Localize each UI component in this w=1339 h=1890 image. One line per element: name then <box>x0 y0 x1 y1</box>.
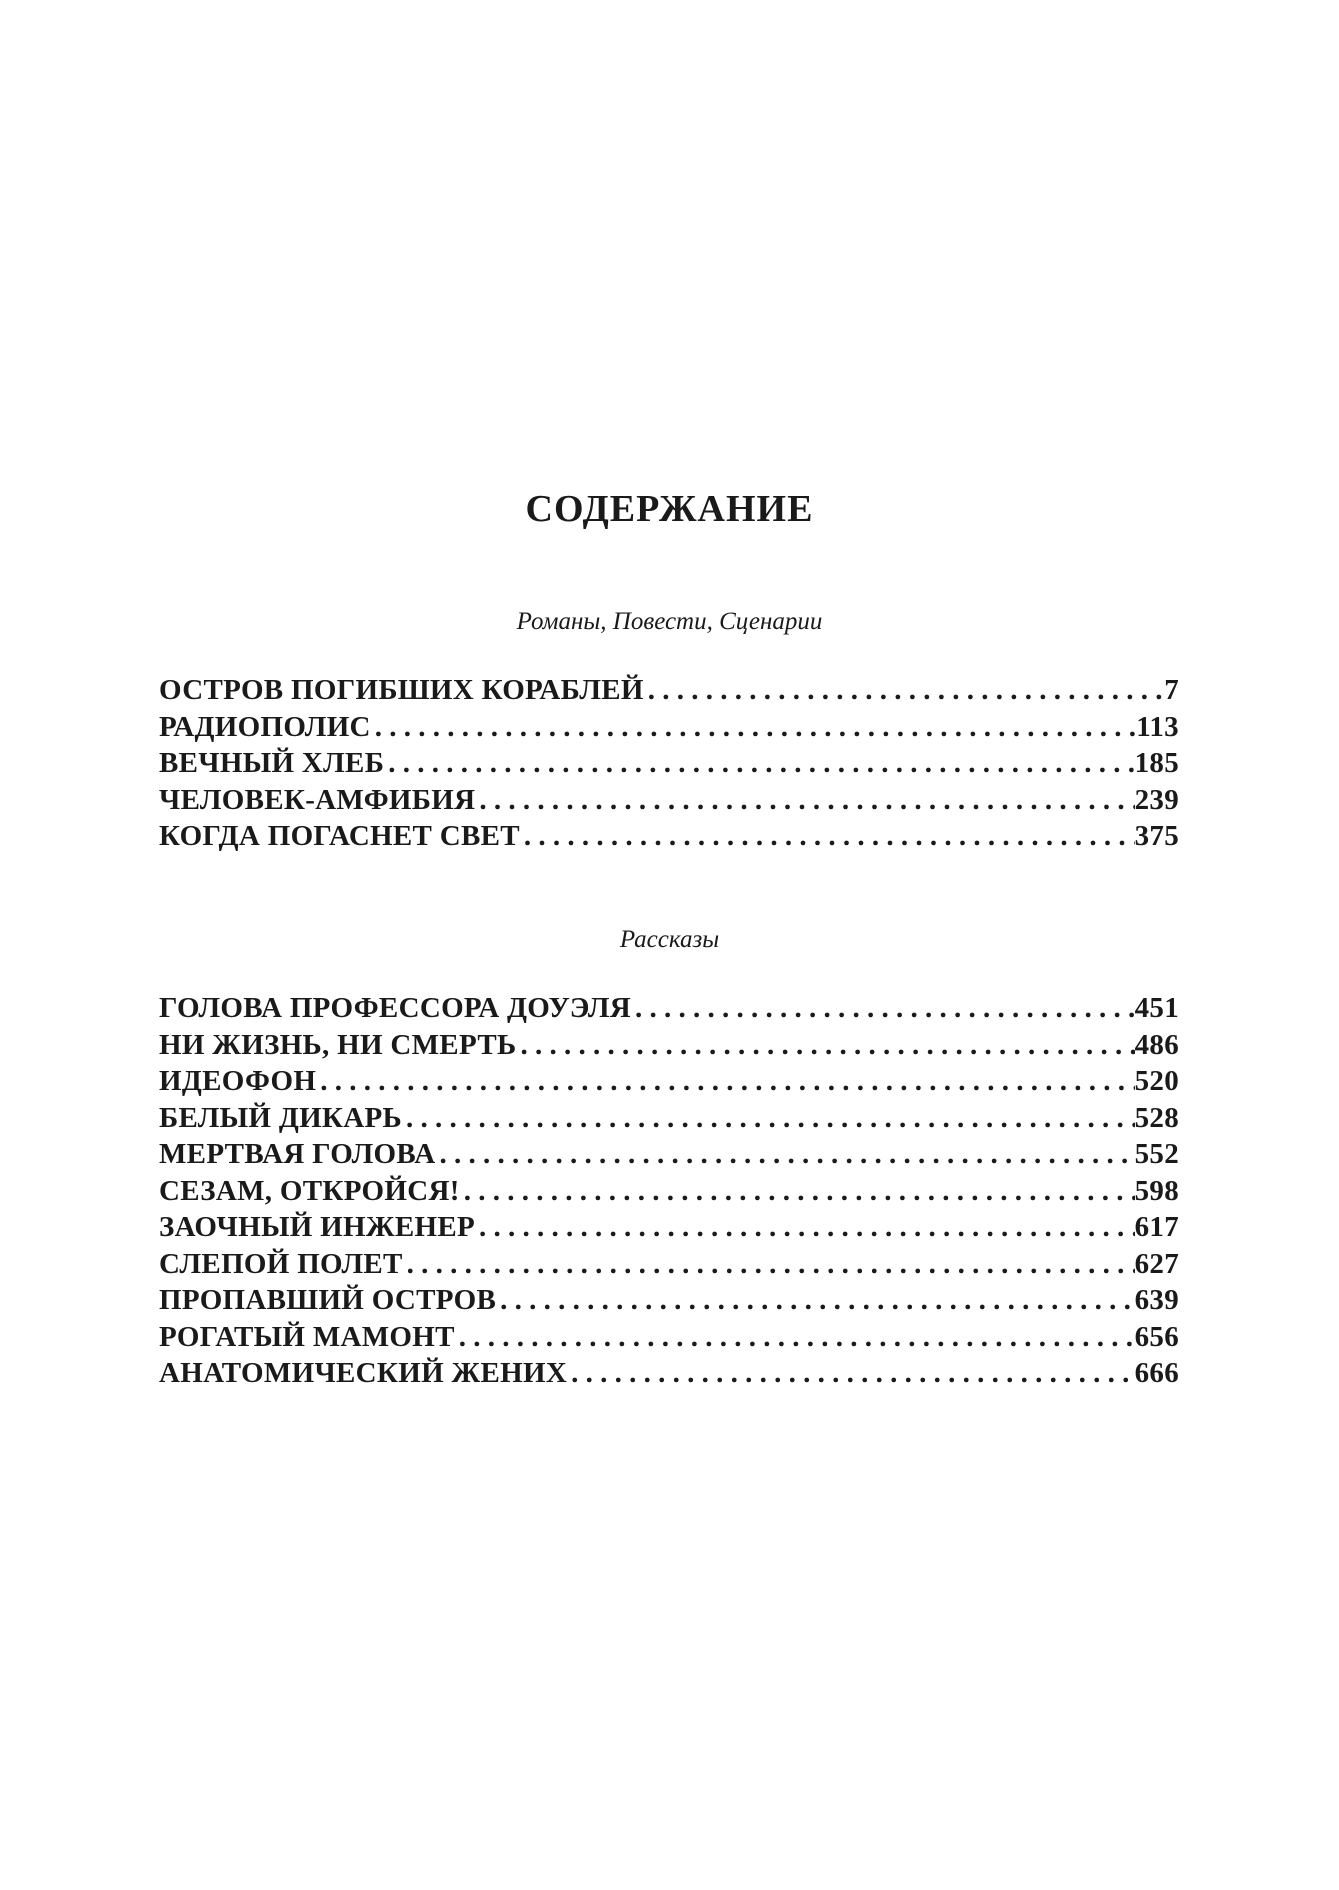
toc-entry[interactable] <box>159 784 1179 821</box>
toc-entry-page-number: 375 <box>1134 820 1179 852</box>
toc-entry[interactable] <box>159 1284 1179 1321</box>
toc-entry-title: ОСТРОВ ПОГИБШИХ КОРАБЛЕЙ <box>159 674 644 706</box>
toc-dot-leader <box>460 1175 1135 1208</box>
toc-entry-title: МЕРТВАЯ ГОЛОВА <box>159 1138 436 1170</box>
toc-dot-leader <box>496 1284 1134 1317</box>
toc-entry[interactable] <box>159 1248 1179 1285</box>
toc-entry-title: БЕЛЫЙ ДИКАРЬ <box>159 1101 402 1134</box>
toc-dot-leader <box>402 1102 1135 1135</box>
toc-entry-title: РАДИОПОЛИС <box>159 710 371 743</box>
toc-dot-leader <box>403 1248 1135 1281</box>
toc-dot-leader <box>475 1211 1135 1244</box>
toc-entry[interactable] <box>159 1321 1179 1358</box>
toc-entry-page-number: 528 <box>1134 1101 1179 1134</box>
toc-entry-page-number: 185 <box>1134 747 1179 779</box>
toc-entry-title: СЛЕПОЙ ПОЛЕТ <box>159 1247 403 1280</box>
toc-entry-title: ГОЛОВА ПРОФЕССОРА ДОУЭЛЯ <box>159 992 631 1024</box>
toc-entry[interactable] <box>159 747 1179 784</box>
toc-dot-leader <box>384 747 1134 780</box>
toc-entry[interactable] <box>159 674 1179 711</box>
toc-entry[interactable] <box>159 1211 1179 1248</box>
toc-list-stories <box>159 992 1179 1394</box>
toc-entry-page-number: 639 <box>1134 1284 1179 1316</box>
toc-entry-title: АНАТОМИЧЕСКИЙ ЖЕНИХ <box>159 1357 568 1389</box>
toc-dot-leader <box>475 784 1134 817</box>
toc-dot-leader <box>631 992 1135 1025</box>
toc-entry-title: РОГАТЫЙ МАМОНТ <box>159 1320 455 1353</box>
toc-entry[interactable] <box>159 1138 1179 1175</box>
toc-entry-page-number: 520 <box>1134 1065 1179 1097</box>
toc-entry[interactable] <box>159 1175 1179 1212</box>
toc-dot-leader <box>516 1029 1134 1062</box>
toc-list-novels <box>159 674 1179 857</box>
toc-entry-page-number: 7 <box>1164 674 1179 706</box>
toc-entry-page-number: 598 <box>1134 1174 1179 1207</box>
toc-entry-title: ПРОПАВШИЙ ОСТРОВ <box>159 1284 497 1316</box>
toc-dot-leader <box>316 1065 1134 1098</box>
toc-entry-title: ЧЕЛОВЕК-АМФИБИЯ <box>159 783 476 816</box>
toc-entry-title: СЕЗАМ, ОТКРОЙСЯ! <box>159 1174 460 1207</box>
toc-entry[interactable] <box>159 820 1179 857</box>
toc-entry-page-number: 486 <box>1134 1028 1179 1061</box>
toc-entry[interactable] <box>159 1029 1179 1066</box>
toc-entry-page-number: 552 <box>1134 1138 1179 1170</box>
toc-entry[interactable] <box>159 992 1179 1029</box>
toc-dot-leader <box>520 820 1135 853</box>
toc-dot-leader <box>644 674 1164 707</box>
toc-entry[interactable] <box>159 1102 1179 1139</box>
toc-entry[interactable] <box>159 711 1179 748</box>
toc-entry-page-number: 666 <box>1134 1357 1179 1389</box>
toc-entry-page-number: 451 <box>1134 992 1179 1024</box>
toc-entry-page-number: 113 <box>1136 710 1179 743</box>
toc-entry-page-number: 656 <box>1134 1320 1179 1353</box>
section-heading-novels: Романы, Повести, Сценарии <box>516 608 823 635</box>
toc-entry-page-number: 627 <box>1134 1247 1179 1280</box>
toc-entry-title: НИ ЖИЗНЬ, НИ СМЕРТЬ <box>159 1028 517 1061</box>
page-title: СОДЕРЖАНИЕ <box>525 488 814 531</box>
toc-entry[interactable] <box>159 1357 1179 1394</box>
toc-dot-leader <box>435 1138 1134 1171</box>
toc-dot-leader <box>567 1357 1135 1390</box>
toc-dot-leader <box>455 1321 1135 1354</box>
toc-entry-page-number: 617 <box>1134 1211 1179 1243</box>
toc-entry-title: КОГДА ПОГАСНЕТ СВЕТ <box>159 820 520 852</box>
toc-entry-title: ВЕЧНЫЙ ХЛЕБ <box>159 747 385 779</box>
section-heading-stories: Рассказы <box>619 926 720 953</box>
toc-dot-leader <box>371 711 1136 744</box>
toc-entry-title: ЗАОЧНЫЙ ИНЖЕНЕР <box>159 1211 476 1243</box>
toc-entry-title: ИДЕОФОН <box>159 1065 317 1097</box>
toc-entry-page-number: 239 <box>1134 783 1179 816</box>
toc-entry[interactable] <box>159 1065 1179 1102</box>
